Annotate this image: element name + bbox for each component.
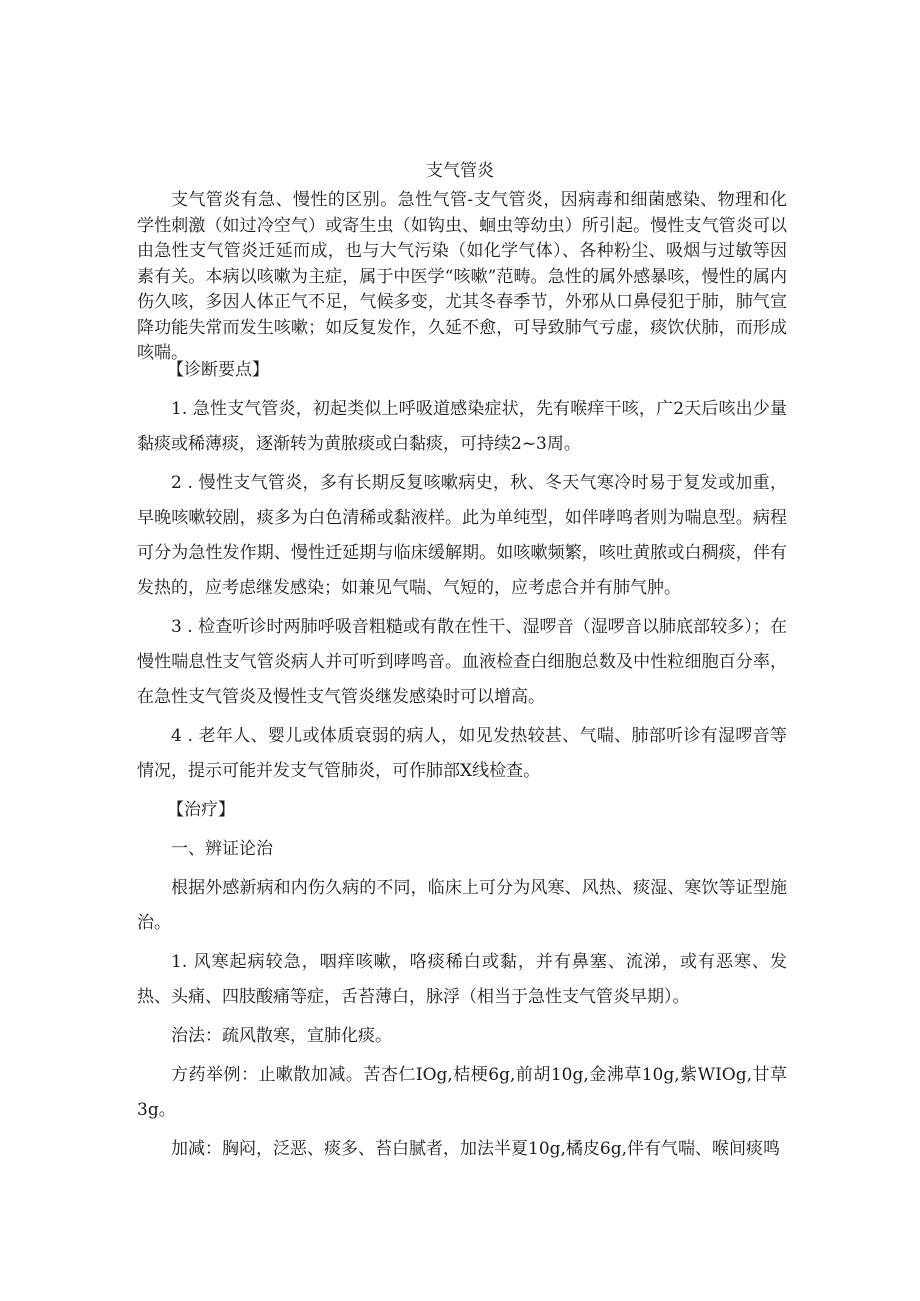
prescription: 方药举例：止嗽散加减。苦杏仁IOg,桔梗6g,前胡10g,金沸草10g,紫WIOg,甘草3g。 (137, 1065, 787, 1120)
diagnosis-item-1: 1. 急性支气管炎，初起类似上呼吸道感染症状，先有喉痒干咳，广2天后咳出少量黏痰或稀薄痰，逐渐转为黄脓痰或白黏痰，可持续2~3周。 (137, 399, 787, 454)
treatment-method: 治法：疏风散寒，宣肺化痰。 (171, 1026, 392, 1046)
diagnosis-item-4: 4 . 老年人、婴儿或体质衰弱的病人，如见发热较甚、气喘、肺部听诊有湿啰音等情况，提示可能并发支气管肺炎，可作肺部X线检查。 (137, 726, 787, 781)
diagnosis-heading: 【诊断要点】 (167, 360, 269, 380)
diagnosis-item-2: 2 . 慢性支气管炎，多有长期反复咳嗽病史，秋、冬天气寒冷时易于复发或加重，早晚咳嗽较剧，痰多为白色清稀或黏液样。此为单纯型，如伴哮鸣者则为喘息型。病程可分为急性发作期、慢性迁延期与临床缓解期。如咳嗽频繁，咳吐黄脓或白稠痰，伴有发热的，应考虑继发感染；如兼见气喘、气短的，应考虑合并有肺气肿。 (137, 473, 787, 598)
section-heading: 一、辨证论治 (171, 839, 273, 859)
diagnosis-item-3: 3 . 检查听诊时两肺呼吸音粗糙或有散在性干、湿啰音（湿啰音以肺底部较多）；在慢性喘息性支气管炎病人并可听到哮鸣音。血液检查白细胞总数及中性粒细胞百分率，在急性支气管炎及慢性支气管炎继发感染时可以增高。 (137, 617, 787, 707)
treatment-intro: 根据外感新病和内伤久病的不同，临床上可分为风寒、风热、痰湿、寒饮等证型施治。 (137, 878, 787, 933)
treatment-heading: 【治疗】 (167, 800, 235, 820)
intro-paragraph: 支气管炎有急、慢性的区别。急性气管-支气管炎，因病毒和细菌感染、物理和化学性刺激（如过冷空气）或寄生虫（如钩虫、蛔虫等幼虫）所引起。慢性支气管炎可以由急性支气管炎迁延而成，也与大气污染（如化学气体）、各种粉尘、吸烟与过敏等因素有关。本病以咳嗽为主症，属于中医学“咳嗽”范畴。急性的属外感暴咳，慢性的属内伤久咳，多因人体正气不足，气候多变，尤其冬春季节，外邪从口鼻侵犯于肺，肺气宣降功能失常而发生咳嗽；如反复发作，久延不愈，可导致肺气亏虚，痰饮伏肺，而形成咳喘。 (137, 190, 787, 363)
page-title: 支气管炎 (426, 161, 494, 181)
treatment-item-1: 1. 风寒起病较急，咽痒咳嗽，咯痰稀白或黏，并有鼻塞、流涕，或有恶寒、发热、头痛、四肢酸痛等症，舌苔薄白，脉浮（相当于急性支气管炎早期）。 (137, 952, 787, 1007)
intro-block (137, 188, 787, 367)
content-block (137, 353, 787, 1167)
modification: 加减：胸闷，泛恶、痰多、苔白腻者，加法半夏10g,橘皮6g,伴有气喘、喉间痰鸣 (171, 1139, 781, 1159)
